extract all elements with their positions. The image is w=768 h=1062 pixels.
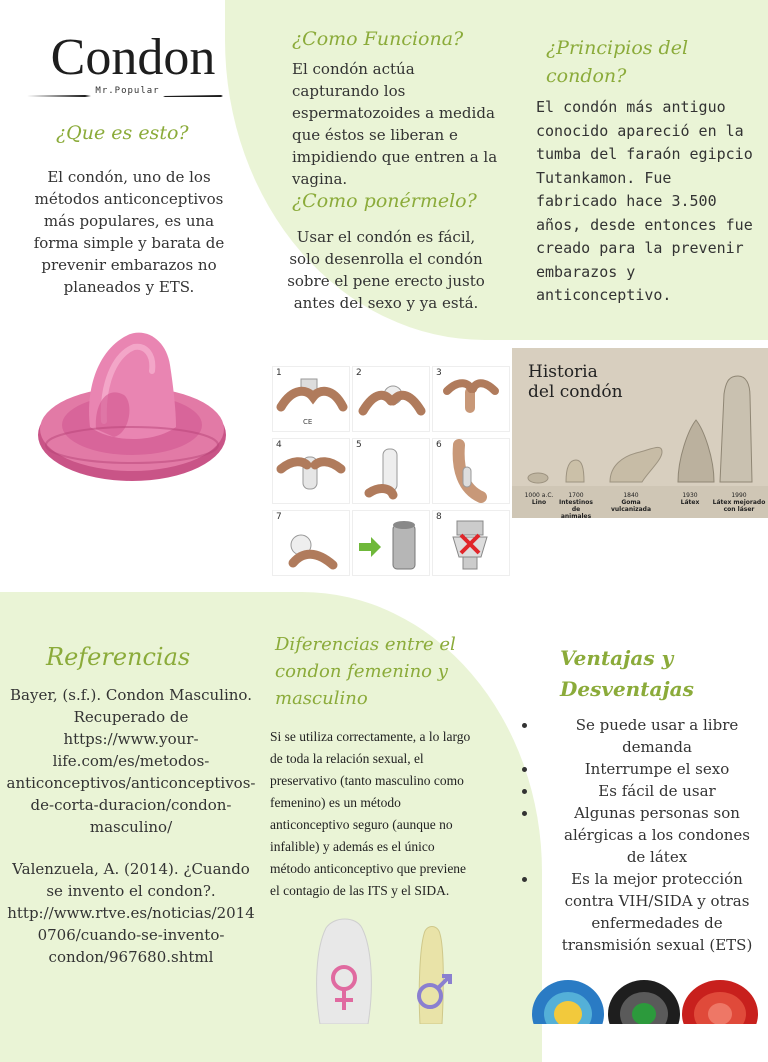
step-7-panel: 7 xyxy=(272,510,350,576)
como-funciona-text: El condón actúa capturando los espermatozoides a medida que éstos se liberan e impidiendo que entren a la vagina. xyxy=(292,60,498,188)
female-male-condom-illustration xyxy=(300,918,470,1024)
historia-label-2: 1700 Intestinos de animales xyxy=(559,492,593,518)
ventaja-item: • Interrumpe el sexo xyxy=(538,758,758,780)
page-title: Condon xyxy=(50,29,216,86)
ventajas-list xyxy=(520,714,758,956)
ventaja-item: • Es fácil de usar xyxy=(538,780,758,802)
steps-illustration xyxy=(272,366,508,576)
historia-label-4: 1930 Látex xyxy=(680,492,700,506)
historia-title-line1: Historia xyxy=(528,362,598,382)
que-es-text: El condón, uno de los métodos anticonceptivos más populares, es una forma simple y barata de prevenir embarazos no planeados y ETS. xyxy=(33,168,225,296)
historia-label-5: 1990 Látex mejorado con láser xyxy=(712,492,766,513)
referencias-heading: Referencias xyxy=(46,643,191,671)
step-2-panel: 2 xyxy=(352,366,430,432)
diferencias-heading: Diferencias entre el condon femenino y masculino xyxy=(275,634,456,709)
como-ponermelo-text: Usar el condón es fácil, solo desenrolla el condón sobre el pene erecto justo antes del sexo y ya está. xyxy=(287,228,485,312)
referencia-1: Bayer, (s.f.). Condon Masculino. Recuperado de https://www.your-life.com/es/metodos-anticonceptivos/anticonceptivos-de-corta-duracion/condon-masculino/ xyxy=(6,686,256,836)
historia-title-line2: del condón xyxy=(528,382,623,402)
como-ponermelo-heading: ¿Como ponérmelo? xyxy=(292,190,477,212)
ventaja-item: • Algunas personas son alérgicas a los condones de látex xyxy=(538,802,758,868)
colored-condoms-illustration xyxy=(532,968,768,1024)
step-3-panel: 3 xyxy=(432,366,510,432)
historia-label-1: 1000 a.C. Lino xyxy=(524,492,554,506)
page-subtitle: Mr.Popular xyxy=(95,86,160,96)
principios-heading: ¿Principios del condon? xyxy=(546,37,689,87)
step-5-panel: 5 xyxy=(352,438,430,504)
ventaja-item: • Se puede usar a libre demanda xyxy=(538,714,758,758)
historia-label-3: 1840 Goma vulcanizada xyxy=(610,492,652,513)
como-funciona-heading: ¿Como Funciona? xyxy=(292,28,464,50)
ventaja-item: • Es la mejor protección contra VIH/SIDA y otras enfermedades de transmisión sexual (ETS) xyxy=(538,868,758,956)
referencia-2: Valenzuela, A. (2014). ¿Cuando se invento el condon?. http://www.rtve.es/noticias/20140706/cuando-se-invento-condon/967680.shtml xyxy=(7,860,255,966)
diferencias-text: Si se utiliza correctamente, a lo largo de toda la relación sexual, el preservativo (tanto masculino como femenino) es un método anticonceptivo seguro (aunque no infalible) y además es el único método anticonceptivo que previene el contagio de las ITS y el SIDA. xyxy=(270,729,471,898)
que-es-heading: ¿Que es esto? xyxy=(56,122,189,144)
step-7b-panel xyxy=(352,510,430,576)
step-4-panel: 4 xyxy=(272,438,350,504)
pink-condom-illustration xyxy=(34,325,230,493)
svg-text:CE: CE xyxy=(303,418,313,426)
step-1-panel: 1 CE xyxy=(272,366,350,432)
ventajas-heading: Ventajas y Desventajas xyxy=(560,646,694,701)
historia-image xyxy=(512,348,768,518)
step-8-panel: 8 xyxy=(432,510,510,576)
step-6-panel: 6 xyxy=(432,438,510,504)
principios-text: El condón más antiguo conocido apareció en la tumba del faraón egipcio Tutankamon. Fue fabricado hace 3.500 años, desde entonces fue creado para la prevenir embarazos y anticonceptivo. xyxy=(536,98,753,304)
